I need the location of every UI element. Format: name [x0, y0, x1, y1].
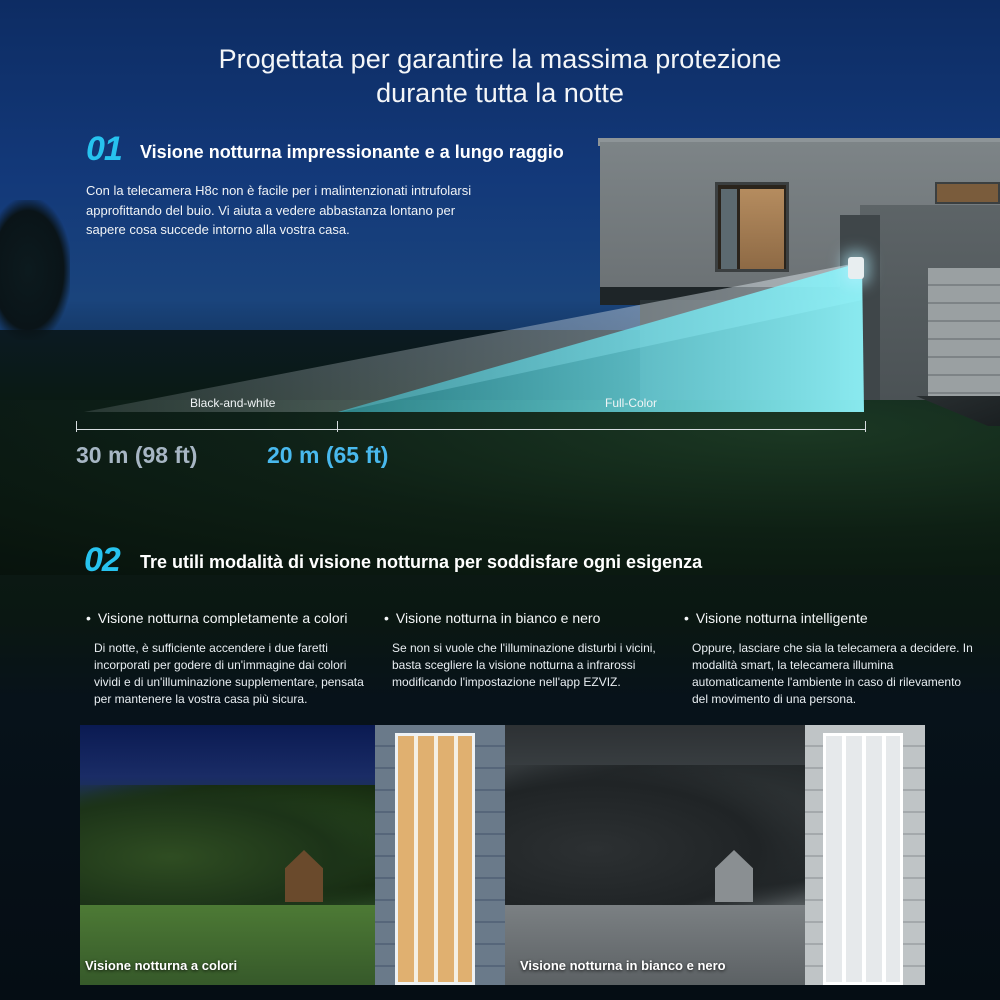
mode-title-text: Visione notturna in bianco e nero	[395, 610, 601, 626]
mode-smart	[684, 610, 974, 708]
trees	[505, 765, 805, 905]
mode-description: Se non si vuole che l'illuminazione disturbi i vicini, basta scegliere la visione notturna a infrarossi modificando l'impostazione nell'app EZVIZ.	[392, 641, 656, 689]
window	[823, 733, 903, 985]
color-range-label: Full-Color	[605, 396, 658, 410]
mode-full-color	[86, 610, 376, 708]
lawn	[505, 905, 805, 985]
mode-title	[384, 610, 674, 626]
headline-line-2: durante tutta la notte	[376, 78, 624, 108]
bw-distance: 30 m (98 ft)	[76, 442, 198, 468]
bw-photo-caption: Visione notturna in bianco e nero	[520, 958, 726, 973]
section-1-number: 01	[86, 130, 122, 168]
page-headline	[100, 42, 900, 110]
mode-title-text: Visione notturna completamente a colori	[97, 610, 348, 626]
color-photo-caption: Visione notturna a colori	[85, 958, 238, 973]
mode-title	[684, 610, 974, 626]
distance-ruler	[76, 429, 866, 430]
mode-title	[86, 610, 376, 626]
section-1-title: Visione notturna impressionante e a lungo raggio	[140, 142, 564, 162]
bw-night-vision-photo	[505, 725, 925, 985]
bullet-icon: •	[384, 610, 389, 626]
trees	[80, 785, 380, 905]
color-night-vision-photo	[80, 725, 505, 985]
bullet-icon: •	[86, 610, 91, 626]
lit-window	[395, 733, 475, 985]
ruler-tick-end	[865, 421, 866, 432]
bw-range-label: Black-and-white	[190, 396, 276, 410]
section-2-title: Tre utili modalità di visione notturna per soddisfare ogni esigenza	[140, 552, 703, 572]
color-range-beam	[338, 262, 864, 412]
ruler-tick-start	[76, 421, 77, 432]
mode-black-white	[384, 610, 674, 691]
section-2-number: 02	[84, 541, 120, 579]
security-camera-icon	[848, 257, 864, 279]
lawn	[80, 905, 380, 985]
headline-line-1: Progettata per garantire la massima protezione	[218, 44, 782, 74]
section-1-description: Con la telecamera H8c non è facile per i malintenzionati intrufolarsi approfittando del buio. Vi aiuta a vedere abbastanza lontano per sapere cosa succede intorno alla vostra casa.	[86, 183, 472, 237]
mode-description: Oppure, lasciare che sia la telecamera a decidere. In modalità smart, la telecamera illumina automaticamente l'ambiente in caso di rilevamento del movimento di una persona.	[692, 641, 973, 706]
color-distance: 20 m (65 ft)	[267, 442, 389, 468]
mode-description: Di notte, è sufficiente accendere i due faretti incorporati per godere di un'immagine dai colori vividi e di un'illuminazione supplementare, pensata per mantenere la vostra casa più sicura.	[94, 641, 364, 706]
mode-title-text: Visione notturna intelligente	[695, 610, 868, 626]
bullet-icon: •	[684, 610, 689, 626]
ruler-tick-middle	[337, 421, 338, 432]
